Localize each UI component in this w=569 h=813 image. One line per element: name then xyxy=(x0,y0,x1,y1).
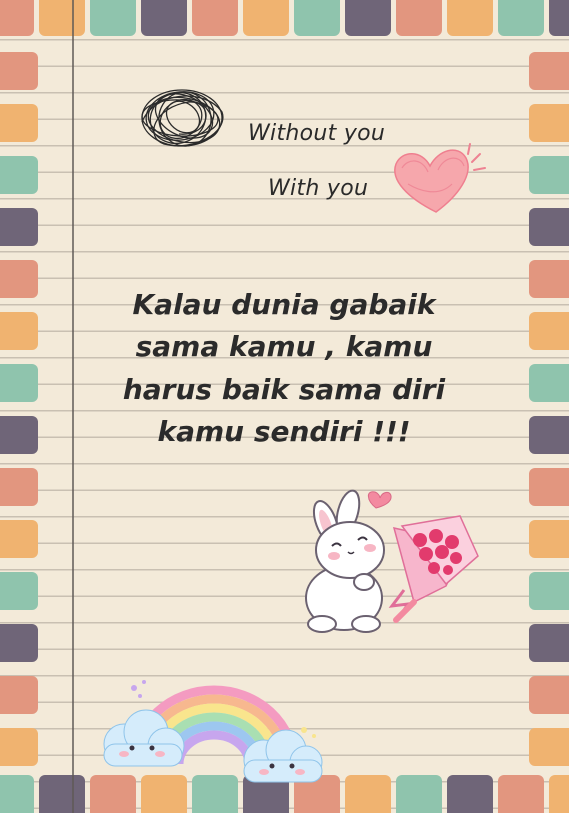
quote-line: harus baik sama diri xyxy=(122,372,446,406)
border-tile xyxy=(0,520,38,558)
border-tile xyxy=(396,775,442,813)
border-tile xyxy=(529,260,569,298)
border-tile xyxy=(39,775,85,813)
border-tile xyxy=(141,0,187,36)
border-tile xyxy=(0,52,38,90)
border-tile xyxy=(0,624,38,662)
quote-line: kamu sendiri !!! xyxy=(157,414,411,448)
border-tile xyxy=(529,676,569,714)
border-tile xyxy=(0,104,38,142)
border-tile xyxy=(549,775,569,813)
border-tile xyxy=(498,0,544,36)
border-tile xyxy=(345,775,391,813)
border-tile xyxy=(529,624,569,662)
without-you-text: Without you xyxy=(248,121,386,146)
rainbow-clouds-icon xyxy=(94,674,326,786)
border-tile xyxy=(529,520,569,558)
border-tile xyxy=(529,364,569,402)
border-tile xyxy=(447,0,493,36)
border-tile xyxy=(529,416,569,454)
border-tile xyxy=(192,0,238,36)
border-tile xyxy=(0,0,34,36)
border-tile xyxy=(0,312,38,350)
scribble-icon xyxy=(134,82,229,154)
border-tile xyxy=(90,0,136,36)
border-tile xyxy=(345,0,391,36)
border-tile xyxy=(0,364,38,402)
quote-text xyxy=(96,284,472,453)
border-tile xyxy=(529,728,569,766)
border-tile xyxy=(447,775,493,813)
border-tile xyxy=(0,676,38,714)
border-tile xyxy=(529,208,569,246)
border-tile xyxy=(529,104,569,142)
border-tile xyxy=(529,468,569,506)
border-tile xyxy=(0,572,38,610)
border-tile xyxy=(0,208,38,246)
border-tile xyxy=(529,312,569,350)
border-tile xyxy=(294,0,340,36)
border-tile xyxy=(498,775,544,813)
border-tile xyxy=(0,775,34,813)
border-tile xyxy=(0,468,38,506)
border-tile xyxy=(0,728,38,766)
border-tile xyxy=(0,416,38,454)
heart-doodle-icon xyxy=(388,140,488,220)
border-tile xyxy=(396,0,442,36)
border-tile xyxy=(529,156,569,194)
border-tile xyxy=(529,572,569,610)
border-tile xyxy=(39,0,85,36)
quote-line: sama kamu , kamu xyxy=(135,330,433,364)
border-tile xyxy=(0,156,38,194)
notebook-margin-line xyxy=(72,0,74,813)
border-tile xyxy=(243,0,289,36)
bunny-with-bouquet-icon xyxy=(296,486,486,636)
with-you-text: With you xyxy=(268,176,369,201)
border-tile xyxy=(549,0,569,36)
border-tile xyxy=(0,260,38,298)
border-tile xyxy=(529,52,569,90)
quote-line: Kalau dunia gabaik xyxy=(132,288,436,321)
